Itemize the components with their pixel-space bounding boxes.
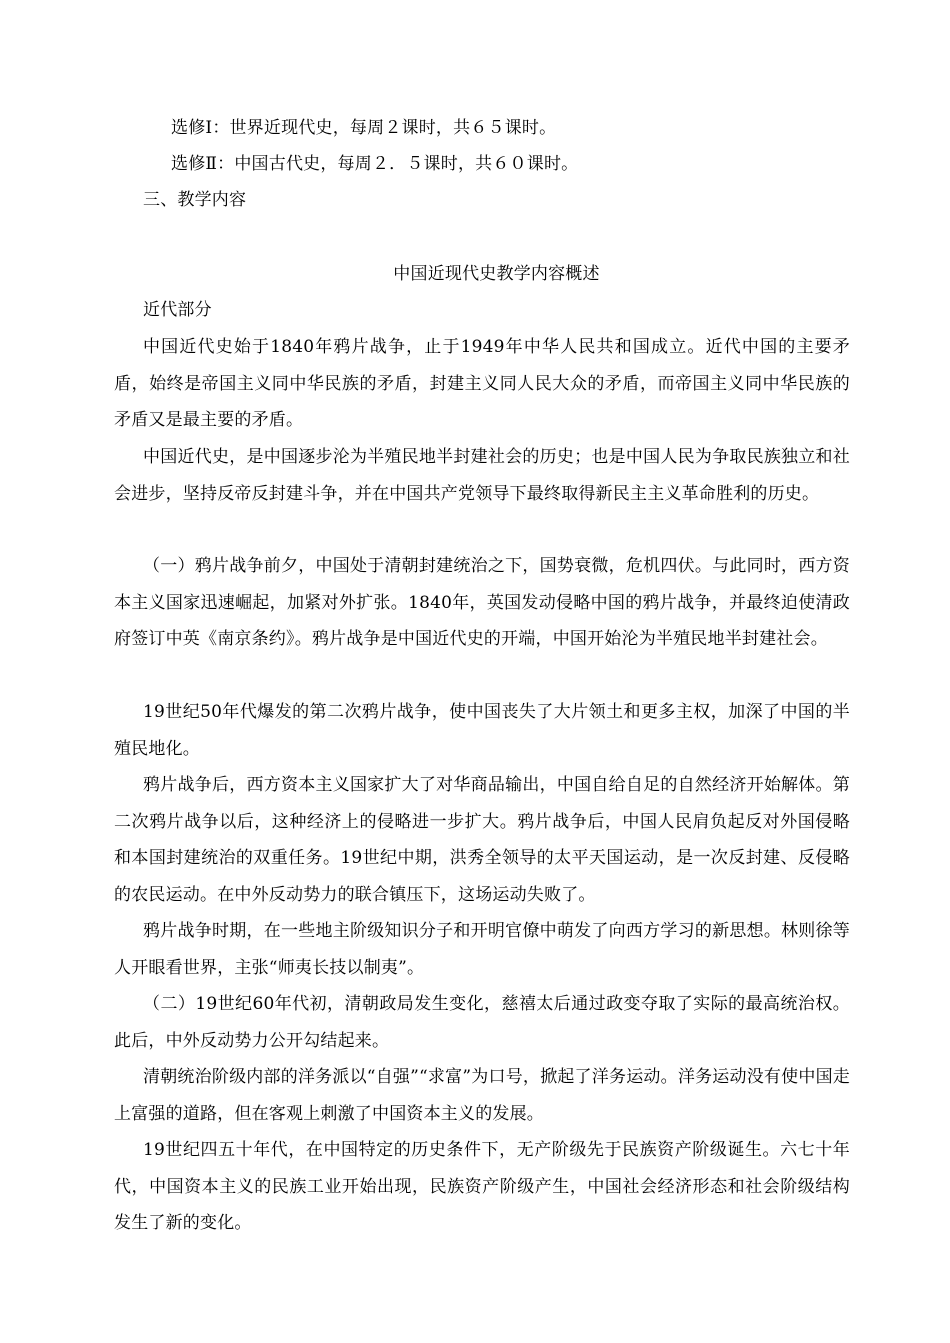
elective-2-line: 选修Ⅱ：中国古代史，每周２．５课时，共６０课时。	[171, 154, 579, 174]
paragraph-5: 鸦片战争后，西方资本主义国家扩大了对华商品输出，中国自给自足的自然经济开始解体。第二次鸦片战争以后，这种经济上的侵略进一步扩大。鸦片战争后，中国人民肩负起反对外国侵略和本国封建统治的双重任务。19世纪中期，洪秀全领导的太平天国运动，是一次反封建、反侵略的农民运动。在中外反动势力的联合镇压下，这场运动失败了。	[114, 775, 850, 905]
section-three-heading: 三、教学内容	[143, 190, 247, 210]
paragraph-6: 鸦片战争时期，在一些地主阶级知识分子和开明官僚中萌发了向西方学习的新思想。林则徐等人开眼看世界，主张“师夷长技以制夷”。	[114, 921, 850, 978]
section-title: 中国近现代史教学内容概述	[393, 264, 600, 284]
modern-part-heading: 近代部分	[143, 300, 212, 320]
paragraph-7: （二）19世纪60年代初，清朝政局发生变化，慈禧太后通过政变夺取了实际的最高统治权。此后，中外反动势力公开勾结起来。	[114, 994, 850, 1051]
paragraph-2: 中国近代史，是中国逐步沦为半殖民地半封建社会的历史；也是中国人民为争取民族独立和社会进步，坚持反帝反封建斗争，并在中国共产党领导下最终取得新民主主义革命胜利的历史。	[114, 447, 850, 504]
paragraph-3: （一）鸦片战争前夕，中国处于清朝封建统治之下，国势衰微，危机四伏。与此同时，西方资本主义国家迅速崛起，加紧对外扩张。1840年，英国发动侵略中国的鸦片战争，并最终迫使清政府签订中英《南京条约》。鸦片战争是中国近代史的开端，中国开始沦为半殖民地半封建社会。	[114, 556, 850, 649]
paragraph-9: 19世纪四五十年代，在中国特定的历史条件下，无产阶级先于民族资产阶级诞生。六七十年代，中国资本主义的民族工业开始出现，民族资产阶级产生，中国社会经济形态和社会阶级结构发生了新的变化。	[114, 1140, 850, 1233]
paragraph-1: 中国近代史始于1840年鸦片战争，止于1949年中华人民共和国成立。近代中国的主要矛盾，始终是帝国主义同中华民族的矛盾，封建主义同人民大众的矛盾，而帝国主义同中华民族的矛盾又是最主要的矛盾。	[114, 337, 850, 430]
elective-1-line: 选修Ⅰ：世界近现代史，每周２课时，共６５课时。	[171, 118, 557, 138]
paragraph-8: 清朝统治阶级内部的洋务派以“自强”“求富”为口号，掀起了洋务运动。洋务运动没有使中国走上富强的道路，但在客观上刺激了中国资本主义的发展。	[114, 1067, 850, 1124]
paragraph-4: 19世纪50年代爆发的第二次鸦片战争，使中国丧失了大片领土和更多主权，加深了中国的半殖民地化。	[114, 702, 850, 759]
